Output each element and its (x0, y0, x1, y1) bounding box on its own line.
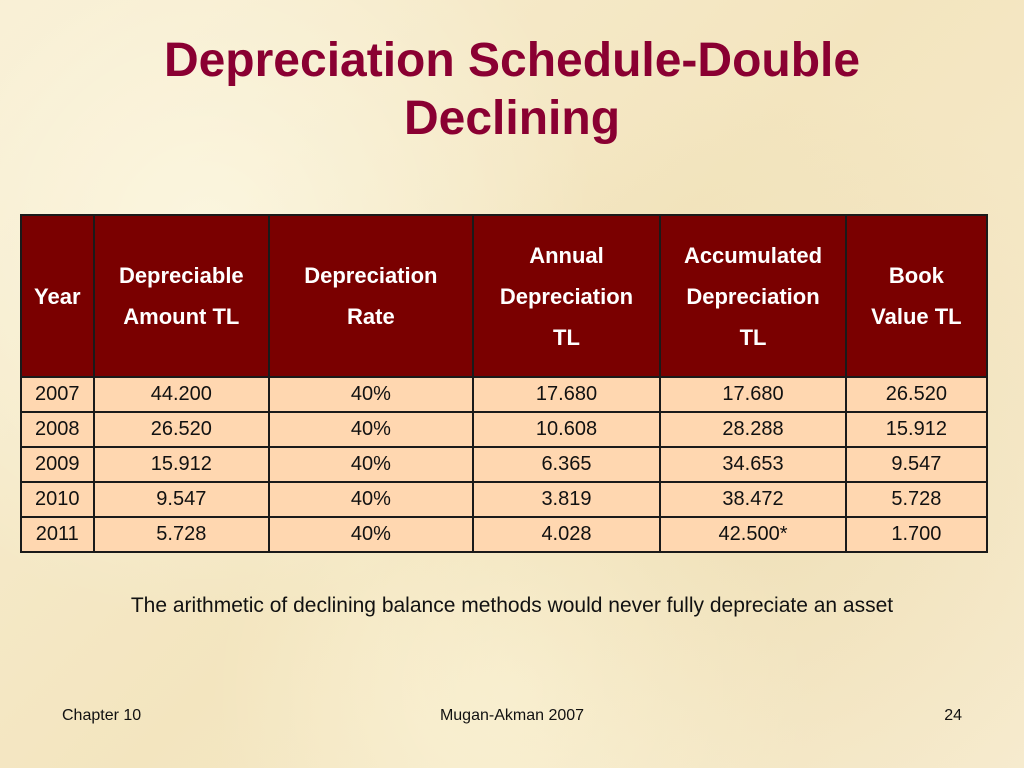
cell-year: 2009 (21, 447, 94, 482)
header-book-value (846, 215, 987, 377)
cell-accumulated-depreciation: 42.500* (660, 517, 846, 552)
header-depreciation-rate (269, 215, 473, 377)
cell-book-value: 5.728 (846, 482, 987, 517)
cell-depreciable-amount: 26.520 (94, 412, 269, 447)
cell-year: 2007 (21, 377, 94, 412)
header-year (21, 215, 94, 377)
table-row (21, 482, 987, 517)
cell-depreciable-amount: 5.728 (94, 517, 269, 552)
cell-depreciable-amount: 15.912 (94, 447, 269, 482)
cell-accumulated-depreciation: 17.680 (660, 377, 846, 412)
footer-page-number: 24 (944, 707, 962, 724)
slide-title-line-1: Depreciation Schedule-Double (163, 34, 861, 87)
header-accumulated-depreciation-line-3: TL (739, 324, 767, 350)
header-depreciation-rate-line-2: Rate (347, 304, 395, 329)
cell-depreciation-rate: 40% (269, 447, 473, 482)
cell-annual-depreciation: 10.608 (473, 412, 661, 447)
cell-depreciable-amount: 44.200 (94, 377, 269, 412)
header-row (21, 215, 987, 377)
header-accumulated-depreciation-line-1: Accumulated (683, 242, 823, 268)
cell-depreciation-rate: 40% (269, 517, 473, 552)
header-annual-depreciation-line-3: TL (553, 324, 580, 350)
cell-book-value: 15.912 (846, 412, 987, 447)
cell-book-value: 1.700 (846, 517, 987, 552)
slide-title-line-2: Declining (403, 92, 621, 145)
table-body (21, 377, 987, 552)
header-book-value-line-1: Book (888, 263, 944, 288)
cell-year: 2008 (21, 412, 94, 447)
header-year-line-1: Year (34, 283, 81, 309)
cell-accumulated-depreciation: 28.288 (660, 412, 846, 447)
table-header (21, 215, 987, 377)
header-accumulated-depreciation-line-2: Depreciation (686, 283, 820, 309)
header-annual-depreciation-line-1: Annual (529, 242, 604, 268)
cell-book-value: 26.520 (846, 377, 987, 412)
header-book-value-line-2: Value TL (871, 304, 962, 329)
header-accumulated-depreciation (660, 215, 846, 377)
footnote-text: The arithmetic of declining balance methods would never fully depreciate an asset (130, 594, 894, 617)
table-row (21, 517, 987, 552)
header-depreciation-rate-line-1: Depreciation (304, 263, 438, 288)
cell-depreciation-rate: 40% (269, 377, 473, 412)
cell-year: 2011 (21, 517, 94, 552)
cell-book-value: 9.547 (846, 447, 987, 482)
cell-annual-depreciation: 4.028 (473, 517, 661, 552)
header-annual-depreciation (473, 215, 661, 377)
depreciation-schedule-table (20, 214, 988, 553)
footer-chapter: Chapter 10 (62, 707, 142, 724)
table-row (21, 412, 987, 447)
cell-accumulated-depreciation: 38.472 (660, 482, 846, 517)
header-annual-depreciation-line-2: Depreciation (499, 283, 634, 309)
cell-depreciation-rate: 40% (269, 482, 473, 517)
cell-annual-depreciation: 17.680 (473, 377, 661, 412)
cell-accumulated-depreciation: 34.653 (660, 447, 846, 482)
cell-annual-depreciation: 3.819 (473, 482, 661, 517)
cell-annual-depreciation: 6.365 (473, 447, 661, 482)
table-row (21, 377, 987, 412)
table-row (21, 447, 987, 482)
header-depreciable-amount (94, 215, 269, 377)
footer-author: Mugan-Akman 2007 (439, 707, 585, 724)
cell-year: 2010 (21, 482, 94, 517)
cell-depreciable-amount: 9.547 (94, 482, 269, 517)
cell-depreciation-rate: 40% (269, 412, 473, 447)
header-depreciable-amount-line-2: Amount TL (123, 304, 240, 329)
slide-title (0, 32, 1024, 148)
header-depreciable-amount-line-1: Depreciable (118, 263, 244, 288)
